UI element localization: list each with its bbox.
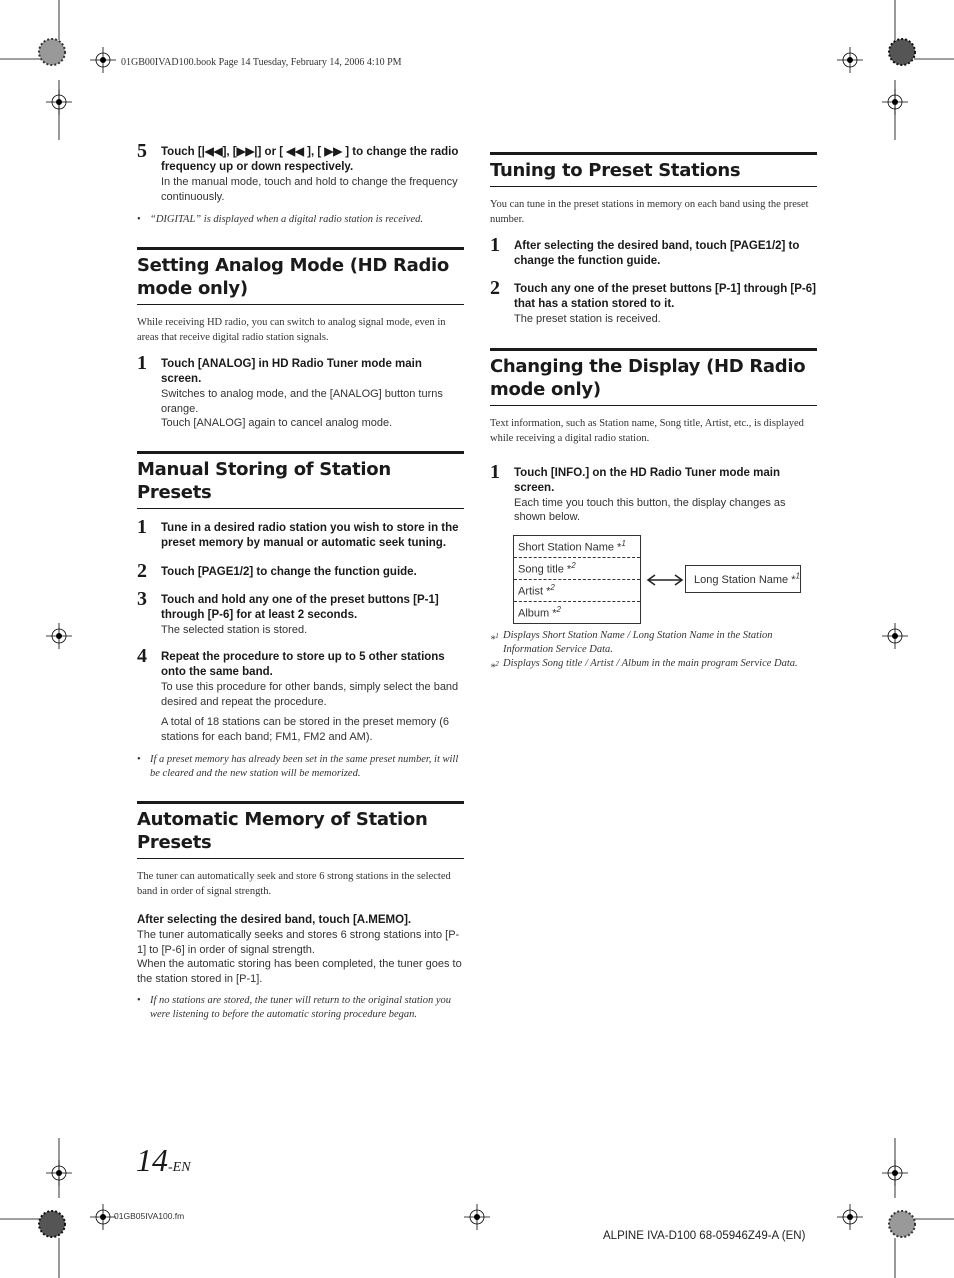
step-body: Each time you touch this button, the display changes as shown below. xyxy=(514,496,786,523)
right-column xyxy=(490,152,817,671)
note-auto: • If no stations are stored, the tuner will return to the original station you were listening to before the automatic storing procedure began. xyxy=(137,994,464,1022)
footnote-1: *$^1$ Displays Short Station Name / Long Station Name in the Station Information Service Data. xyxy=(490,629,773,655)
display-diagram xyxy=(490,535,817,625)
step-number: 1 xyxy=(490,460,500,483)
step-body: Touch [ANALOG] again to cancel analog mode. xyxy=(161,417,393,429)
display-item: Song title *$^2$ xyxy=(514,558,640,580)
manual-step-1 xyxy=(137,515,464,551)
step-number: 2 xyxy=(490,277,500,299)
file-footer: 01GB05IVA100.fm xyxy=(114,1211,185,1221)
note-preset: • If a preset memory has already been set in the same preset number, it will be cleared and the new station will be memorized. xyxy=(137,753,464,781)
step-number: 1 xyxy=(137,515,147,538)
display-item: Artist *$^2$ xyxy=(514,580,640,602)
display-item: Album *$^2$ xyxy=(518,604,561,620)
step-title: Tune in a desired radio station you wish to store in the preset memory by manual or automatic seek tuning. xyxy=(161,521,459,549)
note-digital: • “DIGITAL” is displayed when a digital radio station is received. xyxy=(137,213,464,227)
display-cycle-box xyxy=(513,535,641,624)
heading-display: Changing the Display (HD Radio mode only) xyxy=(490,348,817,406)
display-item: Short Station Name *$^1$ xyxy=(514,536,640,558)
heading-analog: Setting Analog Mode (HD Radio mode only) xyxy=(137,247,464,305)
model-footer: ALPINE IVA-D100 68-05946Z49-A (EN) xyxy=(603,1230,806,1242)
step-number: 5 xyxy=(137,140,147,162)
file-header: 01GB00IVAD100.book Page 14 Tuesday, February 14, 2006 4:10 PM xyxy=(121,57,402,68)
step-number: 2 xyxy=(137,559,147,582)
step-body: To use this procedure for other bands, simply select the band desired and repeat the procedure. xyxy=(161,681,459,708)
step-number: 1 xyxy=(490,234,500,256)
manual-step-2 xyxy=(137,559,464,582)
step-title: After selecting the desired band, touch [PAGE1/2] to change the function guide. xyxy=(514,240,800,267)
manual-step-3 xyxy=(137,587,464,638)
preset-step-2 xyxy=(490,277,817,327)
step-title: Touch [|◀◀], [▶▶|] or [ ◀◀ ], [ ▶▶ ] to change the radio frequency up or down respectively. xyxy=(161,146,459,173)
display-intro: Text information, such as Station name, Song title, Artist, etc., is displayed while receiving a digital radio station. xyxy=(490,417,804,444)
heading-manual: Manual Storing of Station Presets xyxy=(137,451,464,509)
auto-body: The tuner automatically seeks and stores 6 strong stations into [P-1] to [P-6] in order of signal strength. xyxy=(137,929,460,956)
step-body: The preset station is received. xyxy=(514,313,661,325)
double-arrow-icon xyxy=(645,574,685,586)
analog-intro: While receiving HD radio, you can switch to analog signal mode, even in areas that receive digital radio station signals. xyxy=(137,317,446,343)
analog-step-1 xyxy=(137,352,464,431)
heading-preset: Tuning to Preset Stations xyxy=(490,152,817,187)
left-column xyxy=(137,140,464,1022)
page-number: 14-EN xyxy=(136,1142,191,1178)
preset-step-1 xyxy=(490,234,817,269)
step-body: In the manual mode, touch and hold to change the frequency continuously. xyxy=(161,176,458,203)
auto-body: When the automatic storing has been completed, the tuner goes to the station stored in [P-1]. xyxy=(137,958,462,985)
step-body: Switches to analog mode, and the [ANALOG] button turns orange. xyxy=(161,388,443,415)
display-step-1 xyxy=(490,460,817,525)
step-5 xyxy=(137,140,464,204)
step-number: 4 xyxy=(137,645,147,667)
step-title: Repeat the procedure to store up to 5 other stations onto the same band. xyxy=(161,651,445,678)
preset-intro: You can tune in the preset stations in memory on each band using the preset number. xyxy=(490,199,809,225)
step-title: Touch [ANALOG] in HD Radio Tuner mode main screen. xyxy=(161,358,422,385)
manual-step-4 xyxy=(137,645,464,744)
step-number: 1 xyxy=(137,352,147,374)
footnote-2: *$^2$ Displays Song title / Artist / Album in the main program Service Data. xyxy=(490,657,798,673)
long-station-name-box: Long Station Name *$^1$ xyxy=(685,565,801,593)
step-title: Touch [INFO.] on the HD Radio Tuner mode main screen. xyxy=(514,466,780,494)
step-title: Touch [PAGE1/2] to change the function guide. xyxy=(161,565,417,578)
auto-instruction: After selecting the desired band, touch [A.MEMO]. xyxy=(137,914,412,926)
step-title: Touch and hold any one of the preset buttons [P-1] through [P-6] for at least 2 seconds. xyxy=(161,593,439,621)
step-title: Touch any one of the preset buttons [P-1] through [P-6] that has a station stored to it. xyxy=(514,283,816,310)
auto-intro: The tuner can automatically seek and store 6 strong stations in the selected band in order of signal strength. xyxy=(137,871,451,897)
heading-auto: Automatic Memory of Station Presets xyxy=(137,801,464,859)
step-body: A total of 18 stations can be stored in the preset memory (6 stations for each band; FM1, FM2 and AM). xyxy=(161,716,449,743)
step-number: 3 xyxy=(137,587,147,610)
step-body: The selected station is stored. xyxy=(161,623,308,636)
